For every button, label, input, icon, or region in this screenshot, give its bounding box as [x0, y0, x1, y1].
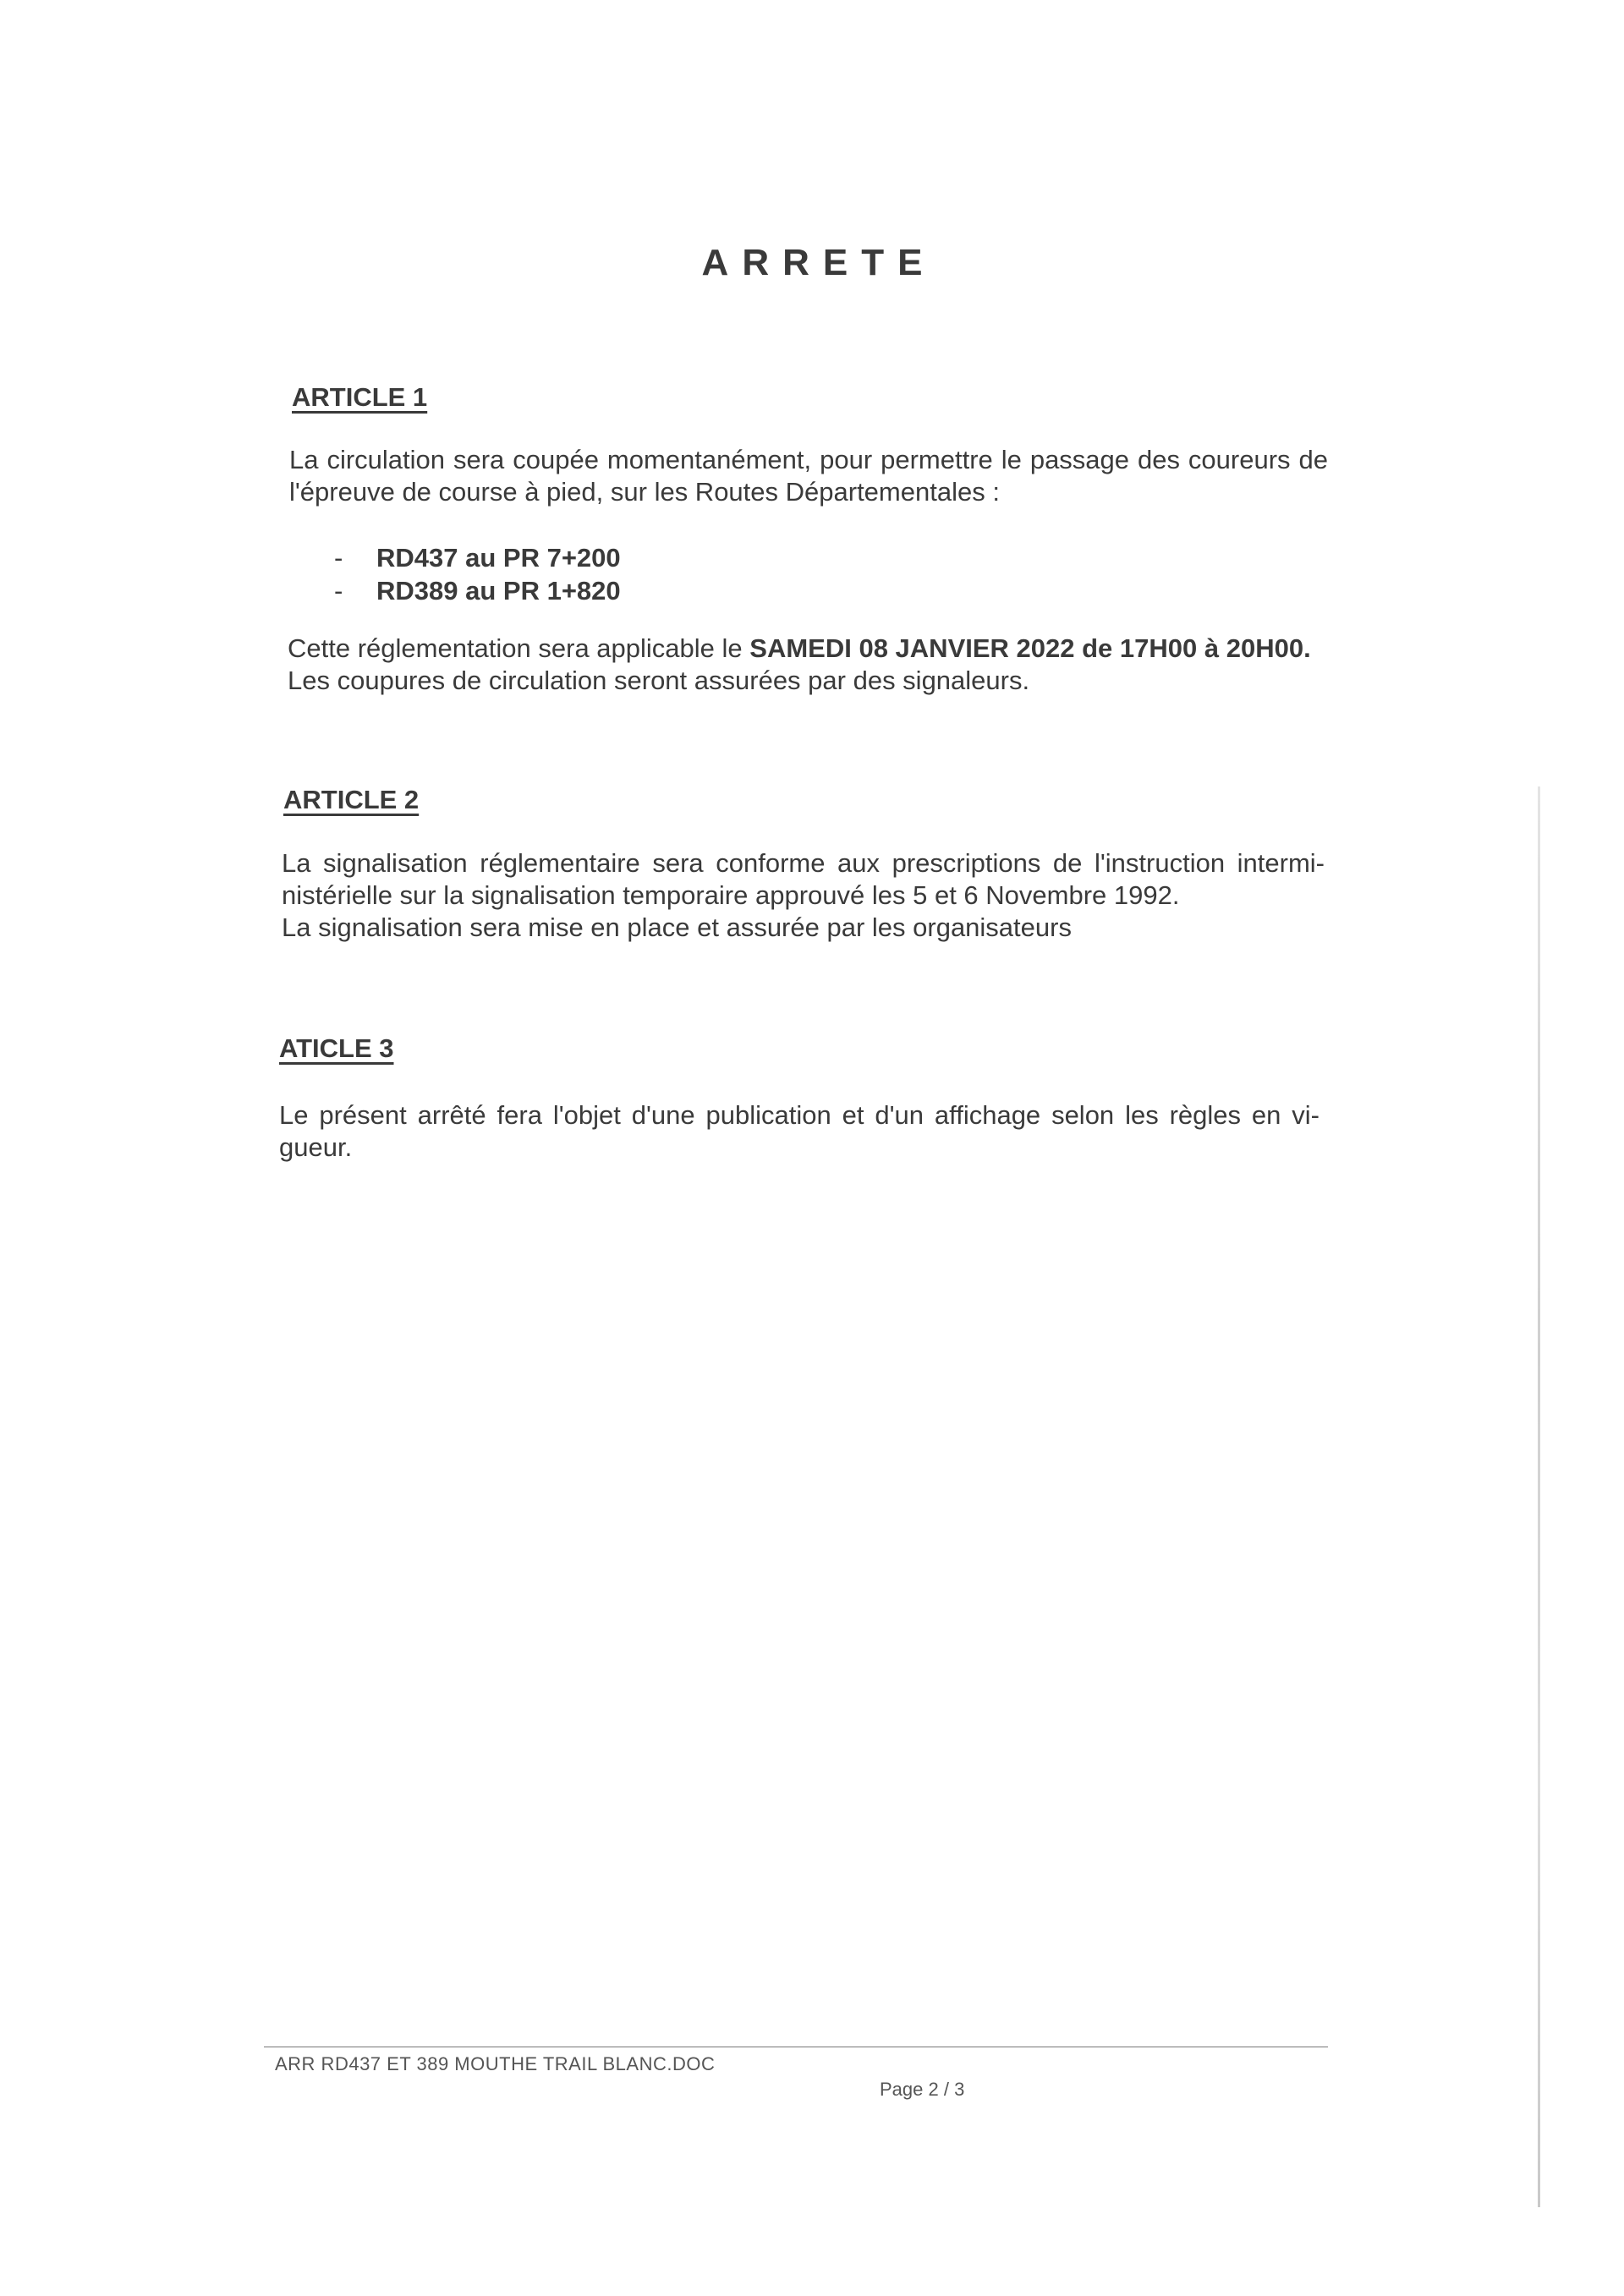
- article-2-line-2: nistérielle sur la signalisation temporaire approuvé les 5 et 6 Novembre 1992.: [282, 880, 1180, 910]
- article-3-heading: ATICLE 3: [279, 1033, 394, 1063]
- article-1-applicability: [288, 633, 1336, 697]
- article-2-heading: ARTICLE 2: [283, 785, 420, 814]
- bullet-dash: -: [334, 543, 343, 573]
- document-title: ARRETE: [701, 242, 936, 283]
- applicability-line: [288, 633, 1336, 665]
- article-1-intro-line-1: La circulation sera coupée momentanément, pour permettre le passage des coureurs de: [289, 445, 1328, 474]
- closures-line: Les coupures de circulation seront assurées par des signaleurs.: [288, 666, 1030, 695]
- bullet-dash: -: [334, 576, 343, 606]
- footer-page-number: Page 2 / 3: [880, 2079, 965, 2100]
- article-2-body: [282, 847, 1325, 944]
- article-1-intro-line-2: l'épreuve de course à pied, sur les Routes Départementales :: [289, 477, 1000, 507]
- article-1-intro: [289, 444, 1328, 508]
- scan-edge-shadow: [1538, 786, 1540, 2207]
- list-item: [334, 541, 621, 574]
- footer-filename: ARR RD437 ET 389 MOUTHE TRAIL BLANC.DOC: [275, 2053, 716, 2074]
- article-3-body: [279, 1099, 1320, 1164]
- applicability-prefix: Cette réglementation sera applicable le: [288, 633, 750, 663]
- article-2-line-3: La signalisation sera mise en place et assurée par les organisateurs: [282, 912, 1072, 942]
- article-1-heading: ARTICLE 1: [292, 382, 428, 412]
- article-3-line-2: gueur.: [279, 1132, 353, 1162]
- road-list: [334, 541, 621, 607]
- applicability-date: SAMEDI 08 JANVIER 2022 de 17H00 à 20H00.: [749, 633, 1311, 663]
- road-item-2: RD389 au PR 1+820: [376, 576, 621, 606]
- road-item-1: RD437 au PR 7+200: [376, 543, 621, 573]
- article-3-line-1: Le présent arrêté fera l'objet d'une publication et d'un affichage selon les règles en vi-: [279, 1100, 1320, 1130]
- list-item: [334, 574, 621, 607]
- article-2-line-1: La signalisation réglementaire sera conforme aux prescriptions de l'instruction intermi-: [282, 848, 1325, 878]
